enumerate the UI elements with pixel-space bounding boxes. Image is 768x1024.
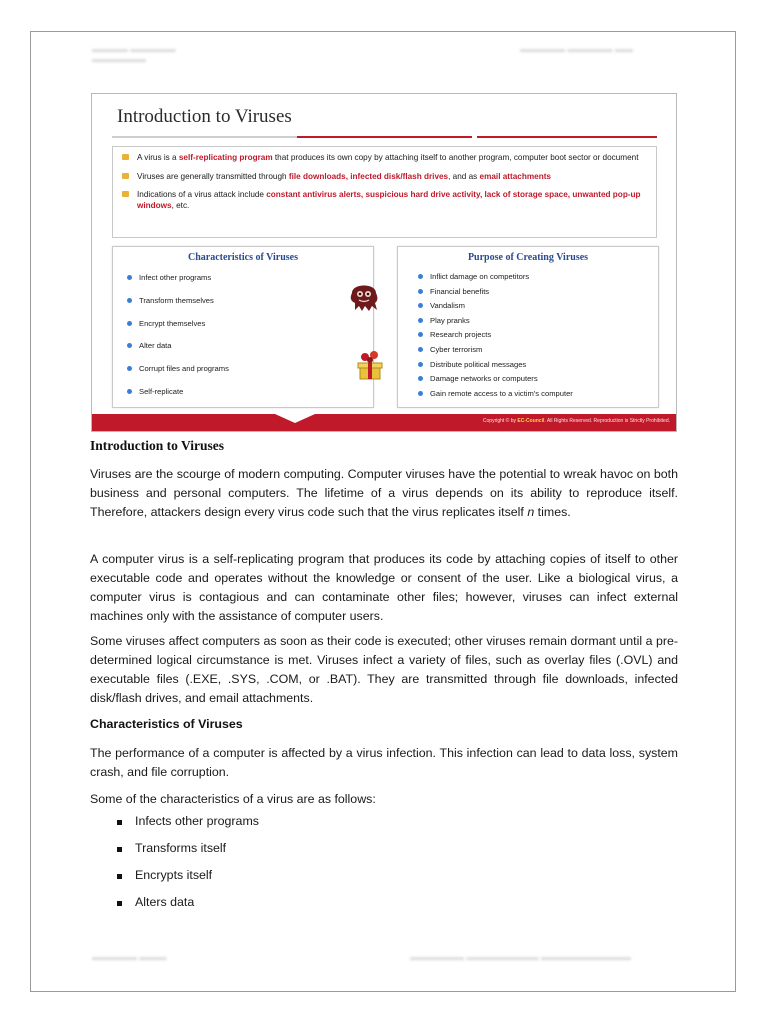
bullet-text: Indications of a virus attack include: [137, 190, 267, 199]
paragraph-1-text: Viruses are the scourge of modern computing. Computer viruses have the potential to wreak havoc on both business and personal computers. The lifetime of a virus depends on its ability to reproduce itself. Therefore, attackers design every virus code such that the virus replicates itself: [90, 467, 678, 519]
title-rule-red-1: [297, 136, 472, 138]
faint-footer-right: ▬▬▬▬▬▬ ▬▬▬▬▬▬▬▬ ▬▬▬▬▬▬▬▬▬▬: [410, 952, 632, 962]
bullet-text: A virus is a: [137, 153, 179, 162]
purpose-panel: [397, 246, 659, 408]
characteristics-panel-title: Characteristics of Viruses: [188, 252, 298, 263]
slide-footer-notch: [275, 414, 315, 423]
purpose-item: Financial benefits: [430, 287, 573, 302]
purpose-item: Research projects: [430, 330, 573, 345]
characteristic-item: Self-replicate: [139, 387, 229, 410]
faint-footer-left: ▬▬▬▬▬ ▬▬▬: [92, 952, 167, 962]
copyright-brand: EC-Council: [517, 418, 545, 424]
bullet-highlight: self-replicating program: [178, 153, 273, 162]
characteristics-bullet-list: [117, 814, 259, 922]
characteristic-item: Infect other programs: [139, 273, 229, 296]
list-item: Alters data: [117, 895, 259, 922]
characteristic-item: Alter data: [139, 341, 229, 364]
virus-creature-icon: [348, 279, 380, 313]
slide-bullets-box: [112, 146, 657, 238]
purpose-item: Cyber terrorism: [430, 345, 573, 360]
list-item: Transforms itself: [117, 841, 259, 868]
bullet-text: , and as: [448, 171, 480, 181]
slide-bullet: [137, 190, 646, 211]
purpose-item: Inflict damage on competitors: [430, 272, 573, 287]
bullet-square-icon: [122, 191, 129, 197]
slide-footer-bar: [92, 414, 676, 431]
bullet-highlight: file downloads, infected disk/flash drives: [288, 171, 449, 181]
slide-bullet: [137, 153, 646, 164]
purpose-item: Vandalism: [430, 301, 573, 316]
characteristic-item: Transform themselves: [139, 296, 229, 319]
virus-gift-icon: [355, 349, 385, 383]
slide-title: Introduction to Viruses: [117, 106, 292, 127]
list-item: Encrypts itself: [117, 868, 259, 895]
bullet-square-icon: [122, 154, 129, 160]
purpose-item: Play pranks: [430, 316, 573, 331]
copyright-suffix: . All Rights Reserved. Reproduction is Strictly Prohibited.: [544, 418, 670, 424]
paragraph-1-end: times.: [534, 505, 571, 519]
subheading-characteristics: Characteristics of Viruses: [90, 717, 243, 731]
copyright-prefix: Copyright © by: [482, 418, 518, 424]
faint-header-right: ▬▬▬▬▬ ▬▬▬▬▬ ▬▬: [520, 44, 634, 54]
purpose-item: Distribute political messages: [430, 360, 573, 375]
characteristics-list: [139, 273, 229, 410]
purpose-list: [430, 272, 573, 403]
paragraph-1: [90, 465, 678, 522]
paragraph-2: A computer virus is a self-replicating program that produces its code by attaching copies of itself to other executable code and operates without the knowledge or consent of the user. Like a biological virus, a computer virus is contagious and can contaminate other files; however, viruses can infect external machines only with the assistance of computer users.: [90, 552, 678, 623]
bullet-highlight: constant antivirus alerts, suspicious hard drive activity, lack of storage space, unwanted pop-up windows: [137, 190, 641, 210]
title-rule-gray: [112, 136, 297, 138]
bullet-text: that produces its own copy by attaching itself to another program, computer boot sector or document: [272, 153, 639, 162]
characteristic-item: Encrypt themselves: [139, 319, 229, 342]
bullet-text: Viruses are generally transmitted through: [137, 171, 289, 181]
slide: [91, 93, 677, 432]
paragraph-1-italic: n: [527, 505, 535, 519]
list-item: Infects other programs: [117, 814, 259, 841]
title-rule-red-2: [477, 136, 657, 138]
purpose-item: Gain remote access to a victim's computer: [430, 389, 573, 404]
purpose-panel-title: Purpose of Creating Viruses: [467, 252, 589, 263]
bullet-square-icon: [122, 173, 129, 179]
faint-header-left: ▬▬▬▬ ▬▬▬▬▬ ▬▬▬▬▬▬: [92, 44, 176, 64]
characteristics-panel: [112, 246, 374, 408]
paragraph-5: Some of the characteristics of a virus are as follows:: [90, 792, 376, 806]
bullet-highlight: email attachments: [479, 171, 551, 181]
paragraph-4: The performance of a computer is affected by a virus infection. This infection can lead to data loss, system crash, and file corruption.: [90, 746, 678, 779]
slide-bullet: [137, 172, 646, 183]
section-heading: Introduction to Viruses: [90, 438, 225, 453]
purpose-item: Damage networks or computers: [430, 374, 573, 389]
slide-copyright: [483, 418, 670, 424]
paragraph-3: Some viruses affect computers as soon as their code is executed; other viruses remain dormant until a pre-determined logical circumstance is met. Viruses infect a variety of files, such as overlay files (.OVL) and executable files (.EXE, .SYS, .COM, or .BAT). They are transmitted through file downloads, infected disk/flash drives, and email attachments.: [90, 634, 678, 705]
bullet-text: , etc.: [171, 200, 190, 210]
characteristic-item: Corrupt files and programs: [139, 364, 229, 387]
